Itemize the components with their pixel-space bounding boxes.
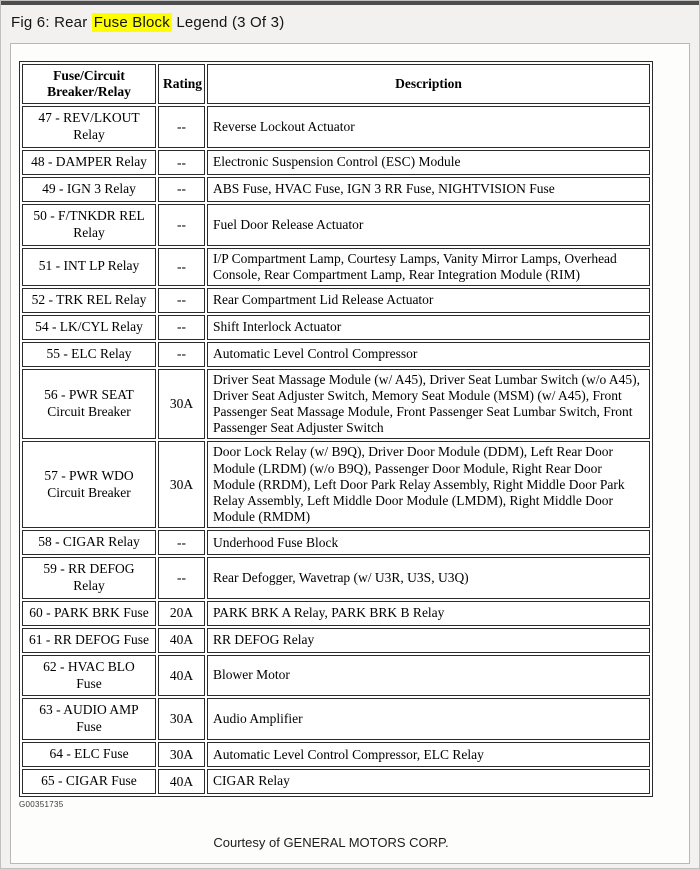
- table-row: [22, 742, 650, 767]
- description-cell: Automatic Level Control Compressor: [207, 342, 650, 367]
- fuse-name-cell: 63 - AUDIO AMP Fuse: [22, 698, 156, 740]
- figure-title: [1, 5, 699, 39]
- fuse-name-cell: 47 - REV/LKOUT Relay: [22, 106, 156, 148]
- table-row: [22, 288, 650, 313]
- fuse-name-cell: 64 - ELC Fuse: [22, 742, 156, 767]
- table-row: [22, 698, 650, 740]
- table-row: [22, 557, 650, 599]
- fuse-name-cell: 58 - CIGAR Relay: [22, 530, 156, 555]
- table-row: [22, 342, 650, 367]
- fuse-name-cell: 49 - IGN 3 Relay: [22, 177, 156, 202]
- rating-cell: 30A: [158, 369, 205, 440]
- table-row: [22, 204, 650, 246]
- fuse-table-body: [22, 106, 650, 794]
- description-cell: Electronic Suspension Control (ESC) Module: [207, 150, 650, 175]
- figure-id: G00351735: [19, 799, 64, 809]
- column-header-fuse-circuit-breaker-relay: Fuse/Circuit Breaker/Relay: [22, 64, 156, 104]
- rating-cell: 40A: [158, 769, 205, 794]
- column-header-description: Description: [207, 64, 650, 104]
- rating-cell: --: [158, 342, 205, 367]
- rating-cell: 30A: [158, 698, 205, 740]
- description-cell: Rear Defogger, Wavetrap (w/ U3R, U3S, U3Q): [207, 557, 650, 599]
- fuse-name-cell: 65 - CIGAR Fuse: [22, 769, 156, 794]
- table-row: [22, 248, 650, 286]
- table-row: [22, 106, 650, 148]
- description-cell: ABS Fuse, HVAC Fuse, IGN 3 RR Fuse, NIGHTVISION Fuse: [207, 177, 650, 202]
- description-cell: Reverse Lockout Actuator: [207, 106, 650, 148]
- fuse-name-cell: 56 - PWR SEAT Circuit Breaker: [22, 369, 156, 440]
- fuse-name-cell: 48 - DAMPER Relay: [22, 150, 156, 175]
- rating-cell: --: [158, 150, 205, 175]
- fuse-name-cell: 55 - ELC Relay: [22, 342, 156, 367]
- rating-cell: --: [158, 288, 205, 313]
- courtesy-note: Courtesy of GENERAL MOTORS CORP.: [213, 834, 449, 850]
- table-row: [22, 150, 650, 175]
- rating-cell: --: [158, 204, 205, 246]
- rating-cell: --: [158, 315, 205, 340]
- description-cell: Shift Interlock Actuator: [207, 315, 650, 340]
- figure-content-panel: [10, 43, 690, 864]
- fuse-name-cell: 51 - INT LP Relay: [22, 248, 156, 286]
- rating-cell: 40A: [158, 655, 205, 697]
- description-cell: PARK BRK A Relay, PARK BRK B Relay: [207, 601, 650, 626]
- title-prefix: Fig 6: Rear: [11, 14, 92, 31]
- description-cell: Fuel Door Release Actuator: [207, 204, 650, 246]
- table-header-row: [22, 64, 650, 104]
- description-cell: Blower Motor: [207, 655, 650, 697]
- description-cell: RR DEFOG Relay: [207, 628, 650, 653]
- title-suffix: Legend (3 Of 3): [171, 14, 285, 31]
- table-row: [22, 177, 650, 202]
- description-cell: Door Lock Relay (w/ B9Q), Driver Door Module (DDM), Left Rear Door Module (LRDM) (w/o B9Q), Passenger Door Module, Right Rear Door Module (RRDM), Left Door Park Relay Assembly, Right Middle Door Park Relay Assembly, Left Middle Door Module (LMDM), Right Middle Door Module (RMDM): [207, 441, 650, 528]
- fuse-name-cell: 57 - PWR WDO Circuit Breaker: [22, 441, 156, 528]
- fuse-name-cell: 52 - TRK REL Relay: [22, 288, 156, 313]
- table-row: [22, 769, 650, 794]
- description-cell: Audio Amplifier: [207, 698, 650, 740]
- rating-cell: 30A: [158, 742, 205, 767]
- table-row: [22, 441, 650, 528]
- rating-cell: --: [158, 106, 205, 148]
- table-row: [22, 655, 650, 697]
- rating-cell: --: [158, 530, 205, 555]
- rating-cell: 30A: [158, 441, 205, 528]
- fuse-legend-table: [19, 61, 653, 797]
- rating-cell: --: [158, 557, 205, 599]
- search-highlight: Fuse Block: [93, 14, 170, 31]
- table-row: [22, 601, 650, 626]
- table-row: [22, 315, 650, 340]
- rating-cell: 40A: [158, 628, 205, 653]
- description-cell: Rear Compartment Lid Release Actuator: [207, 288, 650, 313]
- description-cell: CIGAR Relay: [207, 769, 650, 794]
- fuse-name-cell: 62 - HVAC BLO Fuse: [22, 655, 156, 697]
- description-cell: Underhood Fuse Block: [207, 530, 650, 555]
- table-row: [22, 530, 650, 555]
- fuse-name-cell: 59 - RR DEFOG Relay: [22, 557, 156, 599]
- fuse-name-cell: 50 - F/TNKDR REL Relay: [22, 204, 156, 246]
- description-cell: Driver Seat Massage Module (w/ A45), Driver Seat Lumbar Switch (w/o A45), Driver Seat Adjuster Switch, Memory Seat Module (MSM) (w/ A45), Front Passenger Seat Massage Module, Front Passenger Seat Lumbar Switch, Front Passenger Seat Adjuster Switch: [207, 369, 650, 440]
- description-cell: I/P Compartment Lamp, Courtesy Lamps, Vanity Mirror Lamps, Overhead Console, Rear Compartment Lamp, Rear Integration Module (RIM): [207, 248, 650, 286]
- rating-cell: --: [158, 248, 205, 286]
- fuse-name-cell: 61 - RR DEFOG Fuse: [22, 628, 156, 653]
- description-cell: Automatic Level Control Compressor, ELC Relay: [207, 742, 650, 767]
- table-row: [22, 369, 650, 440]
- table-row: [22, 628, 650, 653]
- fuse-name-cell: 60 - PARK BRK Fuse: [22, 601, 156, 626]
- column-header-rating: Rating: [158, 64, 205, 104]
- fuse-name-cell: 54 - LK/CYL Relay: [22, 315, 156, 340]
- rating-cell: 20A: [158, 601, 205, 626]
- rating-cell: --: [158, 177, 205, 202]
